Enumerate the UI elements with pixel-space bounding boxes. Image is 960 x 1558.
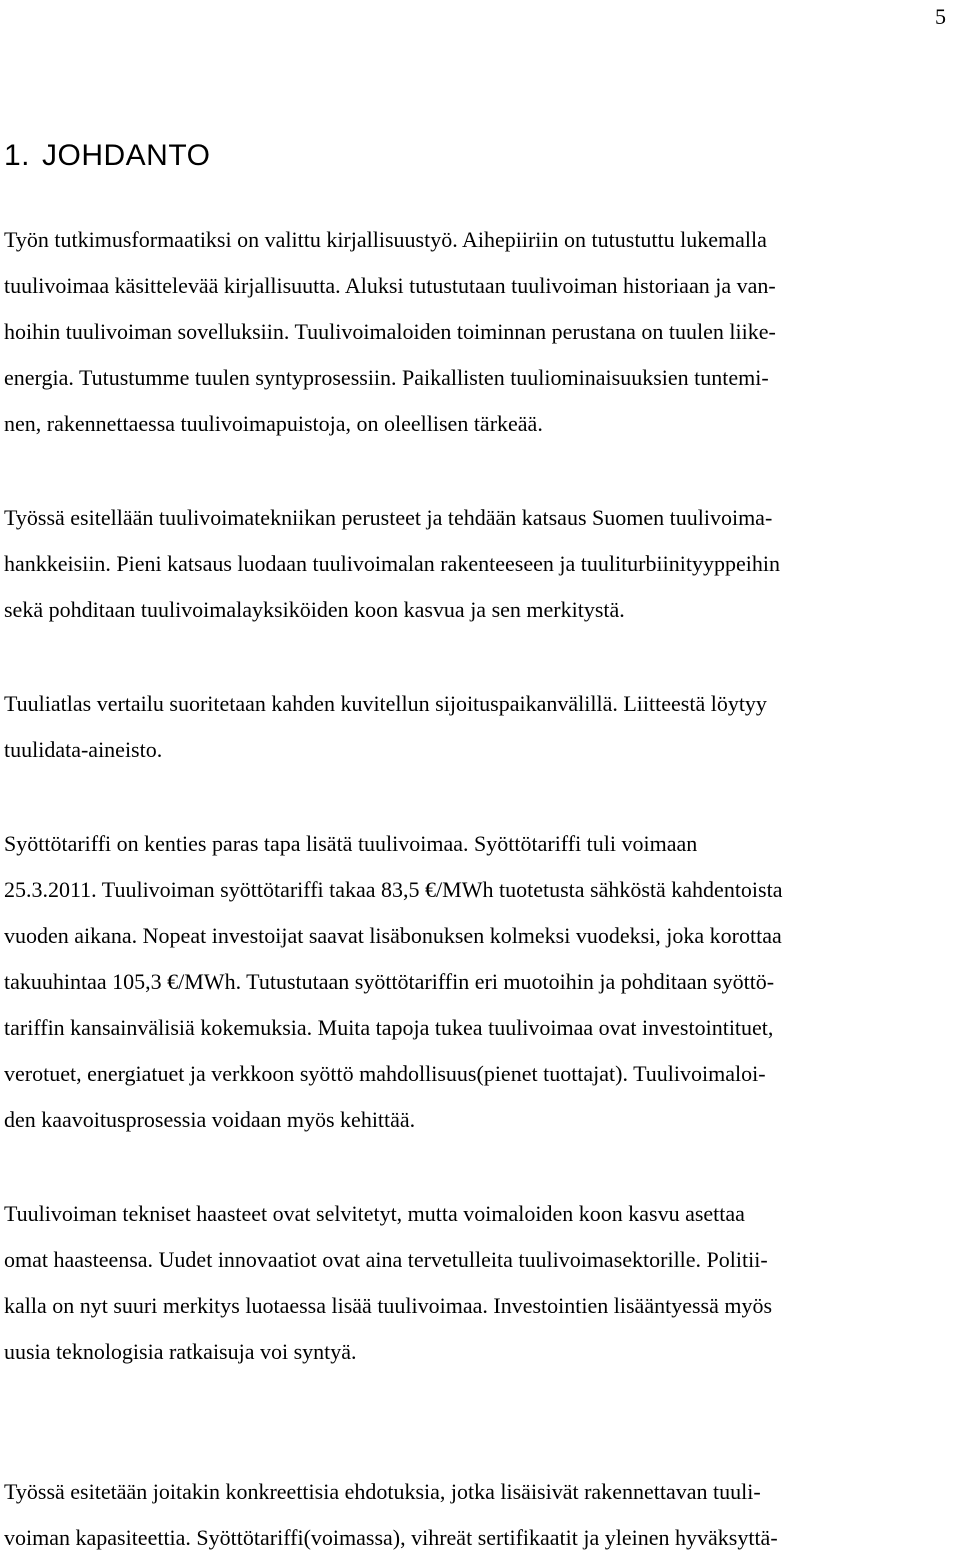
text-line: takuuhintaa 105,3 €/MWh. Tutustutaan syöttötariffin eri muotoihin ja pohditaan syöttö- bbox=[4, 969, 775, 994]
text-line: tuulidata-aineisto. bbox=[4, 737, 163, 762]
text-line: sekä pohditaan tuulivoimalayksiköiden koon kasvua ja sen merkitystä. bbox=[4, 597, 625, 622]
chapter-title: JOHDANTO bbox=[42, 139, 211, 172]
text-line: 25.3.2011. Tuulivoiman syöttötariffi takaa 83,5 €/MWh tuotetusta sähköstä kahdentoista bbox=[4, 877, 783, 902]
text-line: Työssä esitetään joitakin konkreettisia ehdotuksia, jotka lisäisivät rakennettavan tuuli- bbox=[4, 1479, 761, 1504]
page-number: 5 bbox=[935, 4, 946, 29]
text-line: Tuulivoiman tekniset haasteet ovat selvitetyt, mutta voimaloiden koon kasvu asettaa bbox=[4, 1201, 745, 1226]
chapter-heading bbox=[0, 138, 210, 174]
text-line: den kaavoitusprosessia voidaan myös kehittää. bbox=[4, 1107, 416, 1132]
text-line: tariffin kansainvälisiä kokemuksia. Muita tapoja tukea tuulivoimaa ovat investointituet, bbox=[4, 1015, 774, 1040]
text-line: nen, rakennettaessa tuulivoimapuistoja, on oleellisen tärkeää. bbox=[4, 411, 543, 436]
text-line: Työn tutkimusformaatiksi on valittu kirjallisuustyö. Aihepiiriin on tutustuttu lukemalla bbox=[4, 227, 767, 252]
text-line: tuulivoimaa käsittelevää kirjallisuutta. Aluksi tutustutaan tuulivoiman historiaan ja van- bbox=[4, 273, 776, 298]
text-line: kalla on nyt suuri merkitys luotaessa lisää tuulivoimaa. Investointien lisääntyessä myös bbox=[4, 1293, 773, 1318]
text-line: Syöttötariffi on kenties paras tapa lisätä tuulivoimaa. Syöttötariffi tuli voimaan bbox=[4, 831, 698, 856]
text-line: energia. Tutustumme tuulen syntyprosessiin. Paikallisten tuuliominaisuuksien tuntemi- bbox=[4, 365, 769, 390]
text-line: uusia teknologisia ratkaisuja voi syntyä. bbox=[4, 1339, 357, 1364]
text-line: voiman kapasiteettia. Syöttötariffi(voimassa), vihreät sertifikaatit ja yleinen hyväksyttä- bbox=[4, 1525, 778, 1550]
text-line: verotuet, energiatuet ja verkkoon syöttö mahdollisuus(pienet tuottajat). Tuulivoimaloi- bbox=[4, 1061, 766, 1086]
text-line: Työssä esitellään tuulivoimatekniikan perusteet ja tehdään katsaus Suomen tuulivoima- bbox=[4, 505, 773, 530]
chapter-number: 1. bbox=[4, 139, 31, 172]
text-line: Tuuliatlas vertailu suoritetaan kahden kuvitellun sijoituspaikanvälillä. Liitteestä löytyy bbox=[4, 691, 767, 716]
text-line: omat haasteensa. Uudet innovaatiot ovat aina tervetulleita tuulivoimasektorille. Politii- bbox=[4, 1247, 768, 1272]
text-line: hankkeisiin. Pieni katsaus luodaan tuulivoimalan rakenteeseen ja tuuliturbiinityyppeihin bbox=[4, 551, 780, 576]
text-line: vuoden aikana. Nopeat investoijat saavat lisäbonuksen kolmeksi vuodeksi, joka korottaa bbox=[4, 923, 782, 948]
text-line: hoihin tuulivoiman sovelluksiin. Tuulivoimaloiden toiminnan perustana on tuulen liike- bbox=[4, 319, 776, 344]
